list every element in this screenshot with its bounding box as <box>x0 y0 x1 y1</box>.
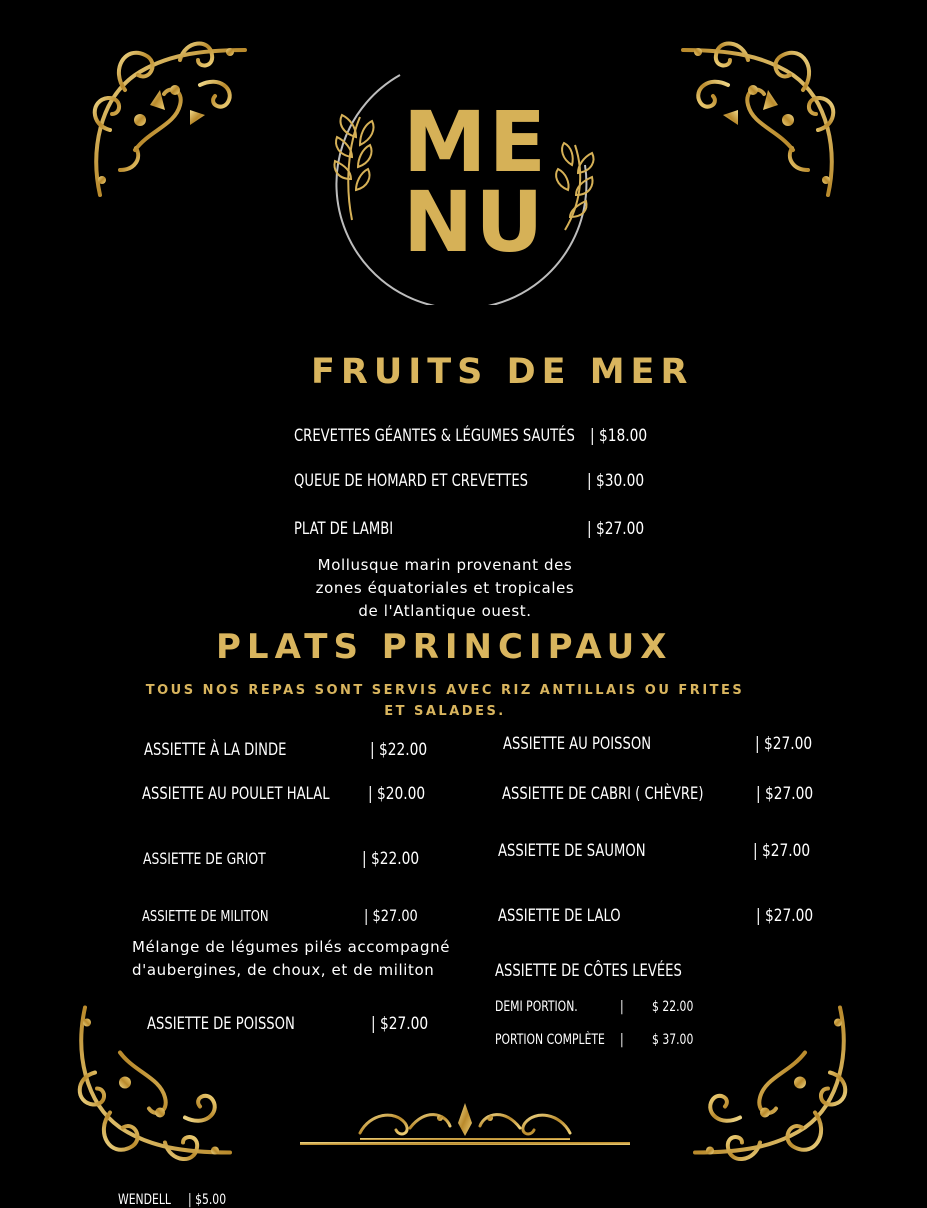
menu-item-price: | $27.00 <box>587 519 645 539</box>
menu-item-name: ASSIETTE DE GRIOT <box>143 849 266 868</box>
menu-item-name: QUEUE DE HOMARD ET CREVETTES <box>294 471 528 491</box>
mains-subtitle: TOUS NOS REPAS SONT SERVIS AVEC RIZ ANTILLAIS OU FRITES ET SALADES. <box>145 683 745 719</box>
logo-text-line1: ME <box>403 93 548 191</box>
menu-item-price: | $22.00 <box>370 740 428 760</box>
ornament-bottom-right-icon <box>680 995 860 1175</box>
menu-item-name: ASSIETTE DE SAUMON <box>498 841 646 861</box>
ribs-half-price: $ 22.00 <box>652 999 694 1015</box>
menu-item-name: ASSIETTE DE CABRI ( CHÈVRE) <box>502 784 704 804</box>
menu-item-price: | $18.00 <box>590 426 648 446</box>
menu-item-price: | $27.00 <box>756 784 814 804</box>
logo-text-line2: NU <box>403 173 546 271</box>
ribs-half-sep: | <box>620 999 624 1015</box>
lambi-description: Mollusque marin provenant des zones équatoriales et tropicales de l'Atlantique ouest. <box>315 556 575 620</box>
menu-item-price: | $30.00 <box>587 471 645 491</box>
menu-item-price: | $22.00 <box>362 849 420 869</box>
menu-item-price: | $27.00 <box>753 841 811 861</box>
ribs-full-sep: | <box>620 1032 624 1048</box>
militon-description: Mélange de légumes pilés accompagné d'aubergines, de choux, et de militon <box>132 938 451 979</box>
ornament-top-right-icon <box>668 30 848 205</box>
menu-item-name: ASSIETTE À LA DINDE <box>144 740 287 760</box>
menu-item-name: ASSIETTE AU POULET HALAL <box>142 784 330 804</box>
menu-item-name: ASSIETTE DE LALO <box>498 906 621 926</box>
footer-cut-item-price: | $5.00 <box>188 1192 227 1208</box>
menu-item-name: CREVETTES GÉANTES & LÉGUMES SAUTÉS <box>294 426 575 446</box>
menu-item-price: | $27.00 <box>755 734 813 754</box>
section-title-mains: PLATS PRINCIPAUX <box>216 627 673 667</box>
ornament-bottom-center-icon <box>300 1098 630 1153</box>
footer-cut-item-name: WENDELL <box>118 1192 171 1208</box>
ribs-half-label: DEMI PORTION. <box>495 999 578 1015</box>
menu-item-price: | $20.00 <box>368 784 426 804</box>
menu-item-price: | $27.00 <box>756 906 814 926</box>
menu-item-name: ASSIETTE DE POISSON <box>147 1014 295 1034</box>
ribs-full-price: $ 37.00 <box>652 1032 694 1048</box>
menu-item-price: | $27.00 <box>364 906 418 925</box>
menu-item-name: ASSIETTE DE MILITON <box>142 907 269 925</box>
menu-item-name: ASSIETTE AU POISSON <box>503 734 652 754</box>
section-title-seafood: FRUITS DE MER <box>311 352 694 392</box>
ornament-top-left-icon <box>80 30 260 205</box>
menu-item-name: PLAT DE LAMBI <box>294 519 394 539</box>
menu-item-name: ASSIETTE DE CÔTES LEVÉES <box>495 961 682 981</box>
ribs-full-label: PORTION COMPLÈTE <box>495 1032 605 1048</box>
menu-item-price: | $27.00 <box>371 1014 429 1034</box>
